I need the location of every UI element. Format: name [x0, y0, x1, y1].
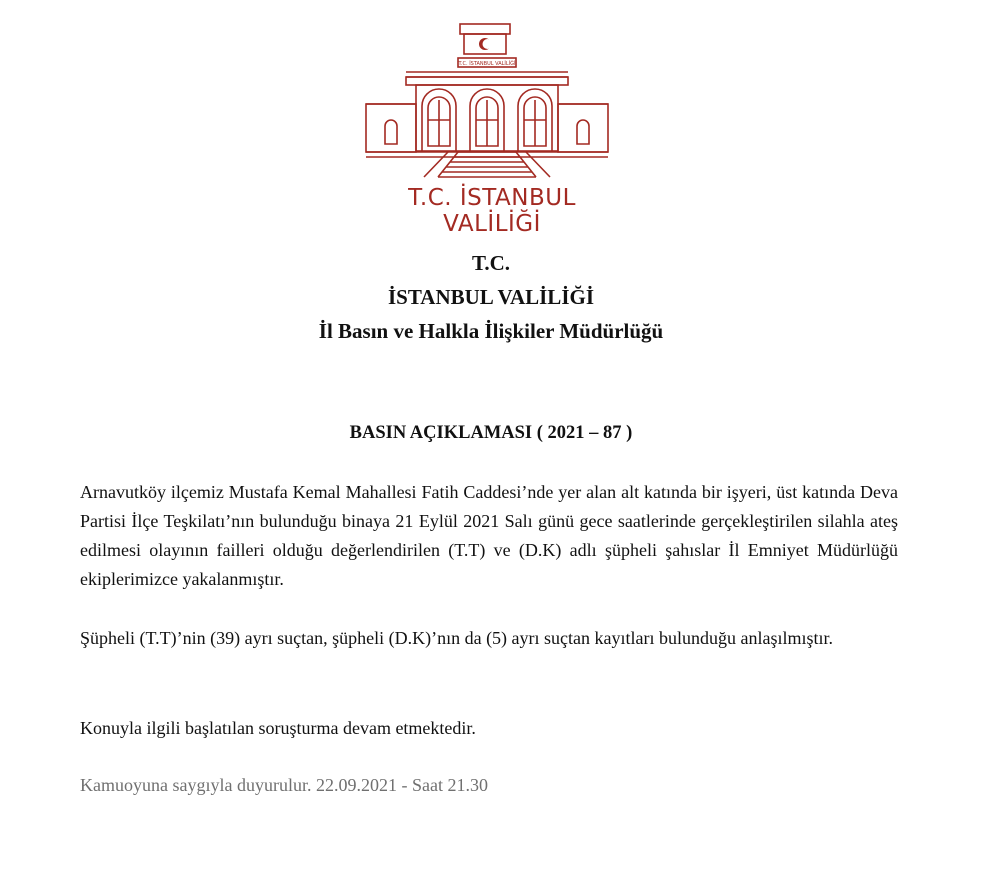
paragraph-incident: Arnavutköy ilçemiz Mustafa Kemal Mahallesi Fatih Caddesi’nde yer alan alt katında bir işyeri, üst katında Deva Partisi İlçe Teşkilatı’nın bulunduğu binaya 21 Eylül 2021 Salı günü gece saatlerinde gerçekleştirilen silahla ateş edilmesi olayının failleri olduğu değerlendirilen (T.T) ve (D.K) adlı şüpheli şahıslar İl Emniyet Müdürlüğü ekiplerimizce yakalanmıştır. — [80, 482, 898, 589]
press-release-title: BASIN AÇIKLAMASI ( 2021 – 87 ) — [349, 423, 633, 443]
paragraph-records: Şüpheli (T.T)’nin (39) ayrı suçtan, şüpheli (D.K)’nın da (5) ayrı suçtan kayıtları bulunduğu anlaşılmıştır. — [80, 628, 833, 648]
istanbul-governorship-logo — [362, 20, 622, 237]
header-line-department: İl Basın ve Halkla İlişkiler Müdürlüğü — [318, 319, 664, 343]
closing-line: Kamuoyuna saygıyla duyurulur. 22.09.2021 - Saat 21.30 — [80, 775, 488, 795]
logo-plaque-text: T.C. İSTANBUL VALİLİĞİ — [458, 61, 516, 67]
header-line-tc: T.C. — [471, 251, 511, 275]
governorship-building-icon — [362, 20, 622, 185]
paragraph-investigation: Konuyla ilgili başlatılan soruşturma devam etmektedir. — [80, 718, 476, 738]
logo-caption: T.C. İSTANBUL VALİLİĞİ — [408, 185, 576, 237]
header-line-governorship: İSTANBUL VALİLİĞİ — [387, 285, 594, 309]
document-header — [0, 246, 982, 348]
